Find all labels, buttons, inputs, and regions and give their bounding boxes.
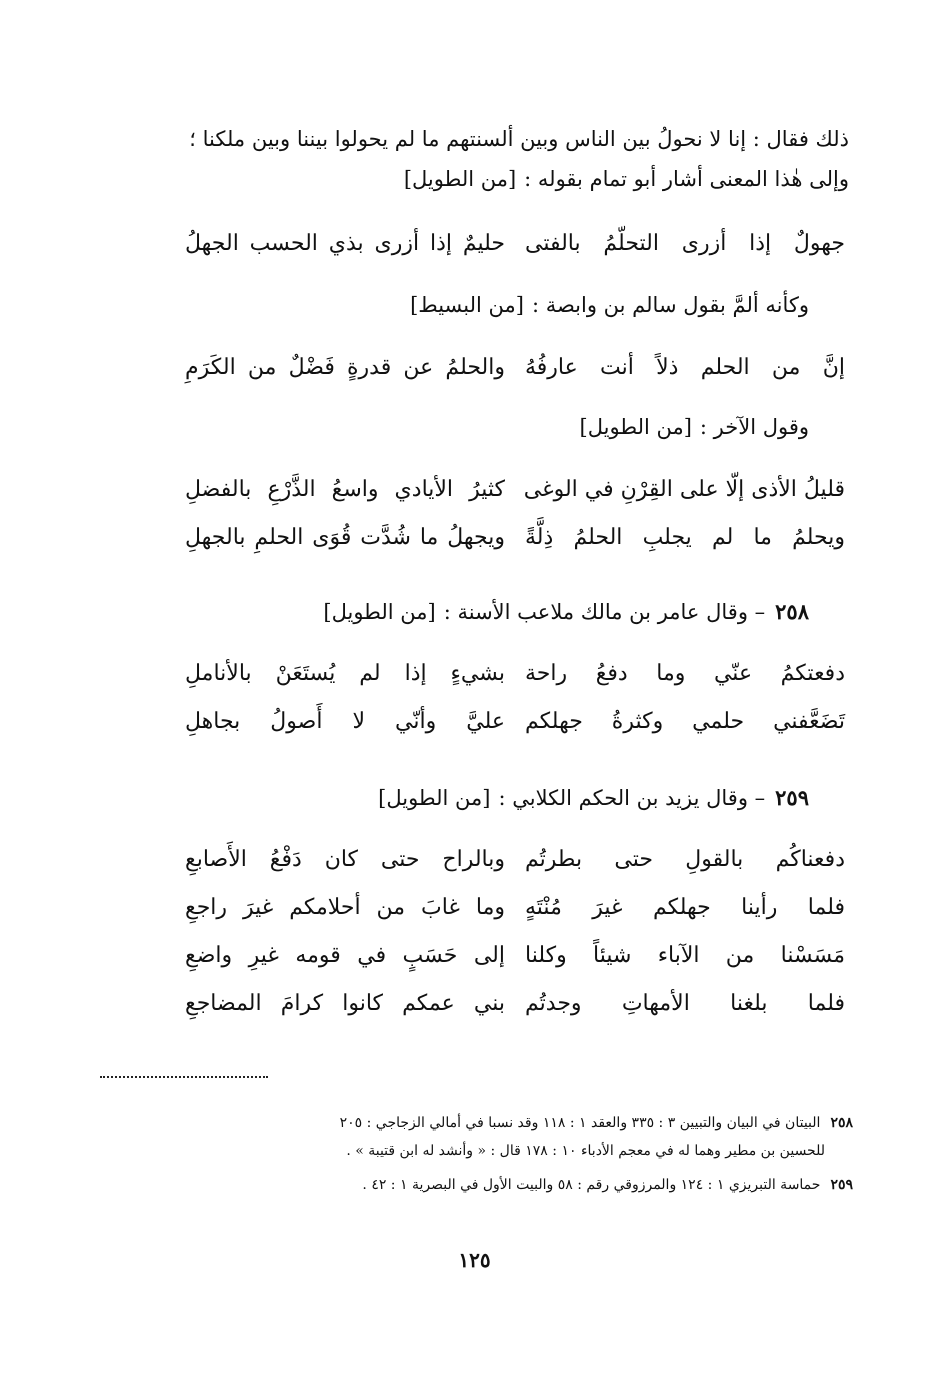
verse-line xyxy=(185,838,845,882)
verse-line xyxy=(185,886,845,930)
verse-line xyxy=(185,468,845,512)
verse-line xyxy=(185,652,845,696)
footnote-number: ٢٥٨ xyxy=(830,1115,853,1131)
verse-hemistich-second: والحلمُ عن قدرةٍ فَضْلٌ من الكَرَمِ xyxy=(185,355,505,380)
intro-line-4 xyxy=(109,408,809,446)
verse-line xyxy=(185,934,845,978)
footnote-line xyxy=(133,1110,853,1136)
verse-hemistich-second: عليَّ وأنّي لا أَصولُ بجاهلِ xyxy=(185,709,505,734)
intro-line-1: ذلك فقال : إنا لا نحولُ بين الناس وبين ألسنتهم ما لم يحولوا بيننا وبين ملكنا ؛ xyxy=(189,127,849,151)
verse-hemistich-second: بشيءٍ إذا لم يُستَعَنْ بالأناملِ xyxy=(185,661,505,686)
verse-hemistich-second: بني عمكم كانوا كرامَ المضاجعِ xyxy=(185,991,505,1016)
verse-hemistich-first: جهولٌ إذا أزرى التحلّمُ بالفتى xyxy=(525,231,845,256)
verse-hemistich-first: مَسَسْنا من الآباء شيئاً وكلنا xyxy=(525,943,845,968)
section-number: ٢٥٩ xyxy=(775,785,809,810)
meter-label: [من الطويل] xyxy=(378,786,491,810)
verse-hemistich-first: إنَّ من الحلم ذلاً أنت عارفُهُ xyxy=(525,355,845,380)
footnote-text: البيتان في البيان والتبيين ٣ : ٣٣٥ والعقد ١ : ١١٨ وقد نسبا في أمالي الزجاجي : ٢٠٥ xyxy=(339,1115,821,1131)
verse-hemistich-first: ويحلمُ ما لم يجلبِ الحلمُ ذِلَّةً xyxy=(525,525,845,550)
section-heading-258 xyxy=(323,592,809,632)
verse-hemistich-first: دفعناكُم بالقولِ حتى بطرتُم xyxy=(525,847,845,872)
page-number: ١٢٥ xyxy=(458,1248,491,1272)
verse-line xyxy=(185,516,845,560)
footnote-divider xyxy=(100,1076,268,1078)
section-heading-text: – وقال عامر بن مالك ملاعب الأسنة : xyxy=(443,600,766,624)
footnote-text: للحسين بن مطير وهما له في معجم الأدباء ١٠ : ١٧٨ قال : « وأنشد له ابن قتيبة » . xyxy=(346,1143,825,1159)
intro-line-3 xyxy=(109,286,809,324)
verse-hemistich-second: إلى حَسَبٍ في قومه غيرِ واضعِ xyxy=(185,943,505,968)
verse-hemistich-first: تَضَعَّفني حلمي وكثرةُ جهلكم xyxy=(525,709,845,734)
verse-hemistich-first: فلما رأينا جهلكم غيرَ مُنْتَهٍ xyxy=(525,895,845,920)
footnote-line xyxy=(105,1138,825,1164)
meter-label: [من الطويل] xyxy=(403,167,517,191)
footnote-number: ٢٥٩ xyxy=(830,1177,853,1193)
intro-line-2-text: وإلى هٰذا المعنى أشار أبو تمام بقوله : xyxy=(524,167,849,191)
verse-hemistich-second: ويجهلُ ما شُدَّت قُوَى الحلمِ بالجهلِ xyxy=(185,525,505,550)
verse-line xyxy=(185,982,845,1026)
intro-line-4-text: وقول الآخر : xyxy=(699,415,809,439)
footnote-line xyxy=(133,1172,853,1198)
verse-hemistich-second: وبالراح حتى كان دَفْعُ الأَصابعِ xyxy=(185,847,505,872)
verse-line xyxy=(185,700,845,744)
verse-line xyxy=(185,346,845,390)
verse-hemistich-first: فلما بلغنا الأمهاتِ وجدتُم xyxy=(525,991,845,1016)
intro-line-3-text: وكأنه ألمَّ بقول سالم بن وابصة : xyxy=(531,293,809,317)
meter-label: [من الطويل] xyxy=(323,600,436,624)
verse-hemistich-first: دفعتكمُ عنّي وما دفعُ راحة xyxy=(525,661,845,686)
footnote-text: حماسة التبريزي ١ : ١٢٤ والمرزوقي رقم : ٥٨ والبيت الأول في البصرية ١ : ٤٢ . xyxy=(362,1177,821,1193)
verse-hemistich-second: حليمٌ إذا أزرى بذي الحسب الجهلُ xyxy=(185,231,505,256)
verse-hemistich-second: وما غابَ من أحلامكم غيرَ راجعِ xyxy=(185,895,505,920)
meter-label: [من الطويل] xyxy=(579,415,692,439)
verse-hemistich-first: قليلُ الأذى إلّا على القِرْنِ في الوغى xyxy=(523,477,845,502)
verse-hemistich-second: كثيرُ الأيادي واسعُ الذَّرْعِ بالفضلِ xyxy=(185,477,505,502)
verse-line xyxy=(185,222,845,266)
meter-label: [من البسيط] xyxy=(410,293,524,317)
section-heading-259 xyxy=(378,778,809,818)
intro-line-2 xyxy=(149,160,849,198)
section-number: ٢٥٨ xyxy=(775,599,809,624)
section-heading-text: – وقال يزيد بن الحكم الكلابي : xyxy=(498,786,766,810)
